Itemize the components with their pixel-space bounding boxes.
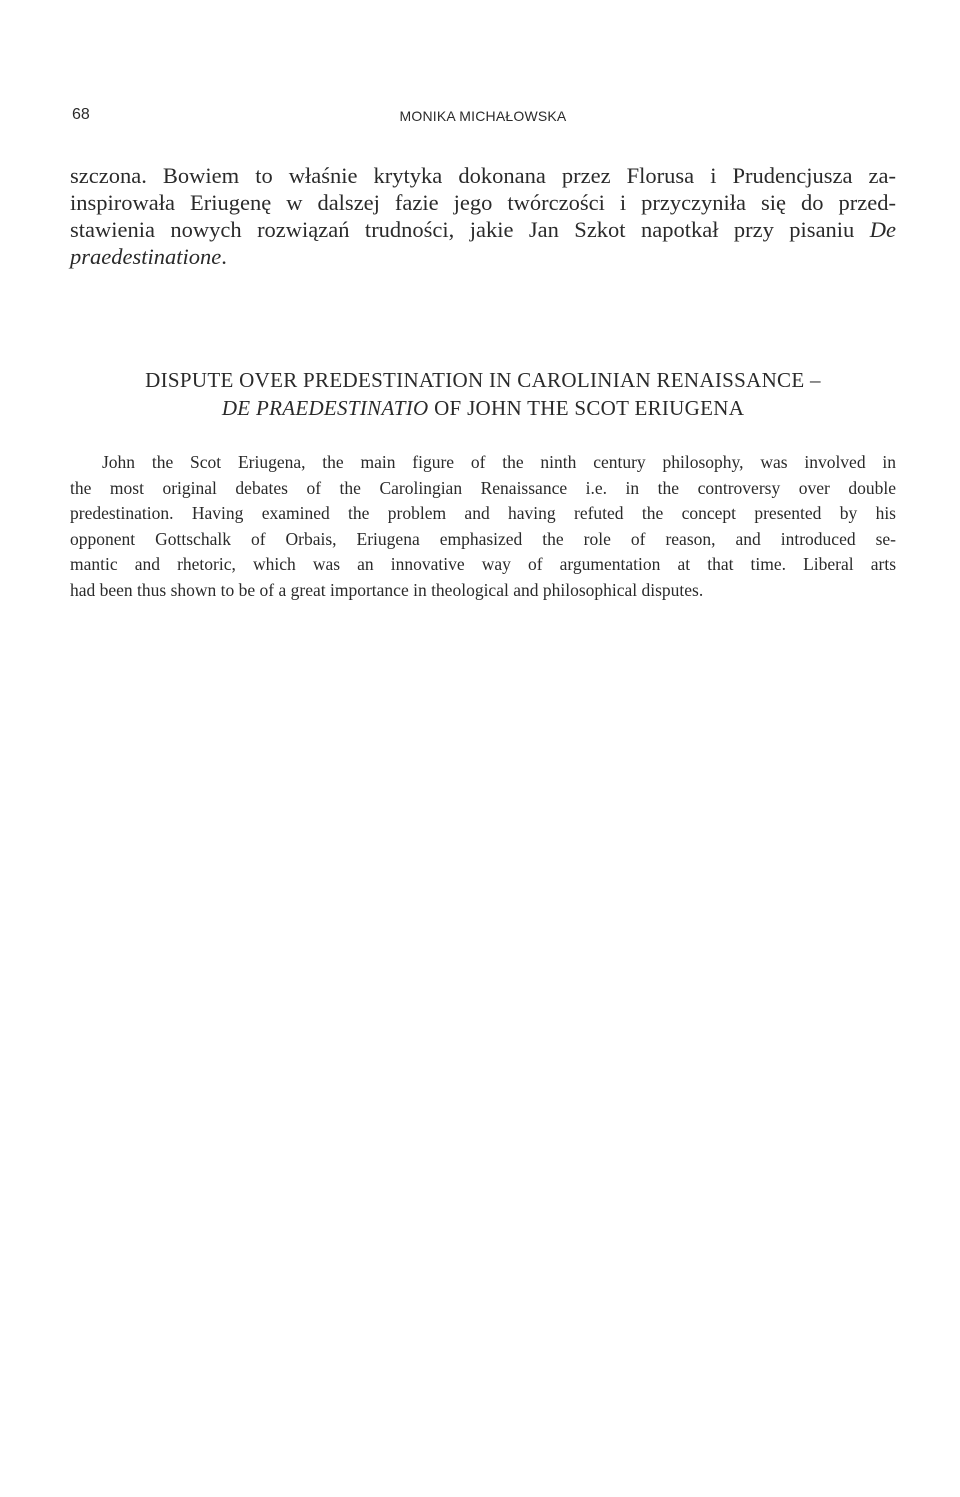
body-line <box>70 216 896 243</box>
summary-line: John the Scot Eriugena, the main figure of the ninth century philosophy, was involved in <box>102 452 896 472</box>
body-line-end: . <box>221 244 227 269</box>
summary-line: predestination. Having examined the problem and having refuted the concept presented by his <box>70 503 896 523</box>
summary-line: opponent Gottschalk of Orbais, Eriugena emphasized the role of reason, and introduced se- <box>70 528 896 549</box>
section-title-italic: DE PRAEDESTINATIO <box>221 396 429 420</box>
work-title-italic: praedestinatione <box>70 244 222 269</box>
page-header <box>70 106 896 130</box>
section-title-rest: OF JOHN THE SCOT ERIUGENA <box>434 396 745 420</box>
body-line <box>70 243 896 270</box>
summary-line: had been thus shown to be of a great importance in theological and philosophical disputes. <box>70 579 704 600</box>
section-title <box>70 366 896 422</box>
section-title-line <box>70 394 896 422</box>
body-line: szczona. Bowiem to właśnie krytyka dokonana przez Florusa i Prudencjusza za- <box>70 163 896 188</box>
english-summary <box>70 450 896 603</box>
body-line-text: stawienia nowych rozwiązań trudności, jakie Jan Szkot napotkał przy pisaniu <box>70 217 855 242</box>
running-head-author: MONIKA MICHAŁOWSKA <box>399 108 567 124</box>
summary-line: the most original debates of the Carolingian Renaissance i.e. in the controversy over double <box>70 477 896 498</box>
body-line: inspirowała Eriugenę w dalszej fazie jego twórczości i przyczyniła się do przed- <box>70 190 896 215</box>
summary-line: mantic and rhetoric, which was an innovative way of argumentation at that time. Liberal arts <box>70 554 896 574</box>
body-paragraph <box>70 162 896 270</box>
section-title-line: DISPUTE OVER PREDESTINATION IN CAROLINIAN RENAISSANCE – <box>145 368 821 392</box>
page-number: 68 <box>72 106 90 123</box>
work-title-italic: De <box>869 217 896 242</box>
